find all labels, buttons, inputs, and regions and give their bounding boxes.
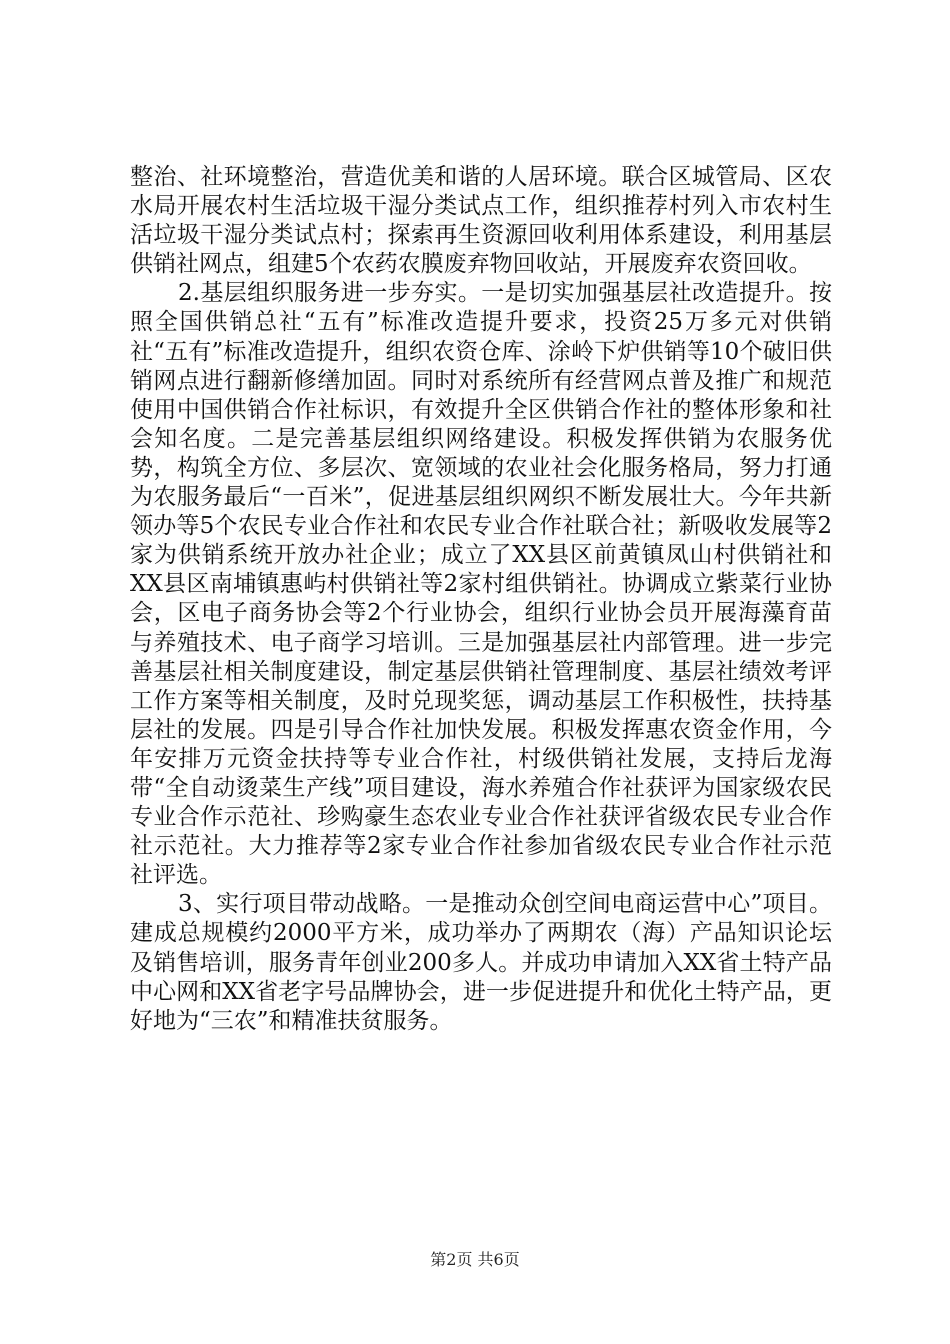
paragraph-section-2: 2.基层组织服务进一步夯实。一是切实加强基层社改造提升。按照全国供销总社“五有”标准改造提升要求，投资25万多元对供销社“五有”标准改造提升，组织农资仓库、涂岭下炉供销等10个破旧供销网点进行翻新修缮加固。同时对系统所有经营网点普及推广和规范使用中国供销合作社标识，有效提升全区供销合作社的整体形象和社会知名度。二是完善基层组织网络建设。积极发挥供销为农服务优势，构筑全方位、多层次、宽领域的农业社会化服务格局，努力打通为农服务最后“一百米”，促进基层组织网织不断发展壮大。今年共新领办等5个农民专业合作社和农民专业合作社联合社；新吸收发展等2家为供销系统开放办社企业；成立了XX县区前黄镇凤山村供销社和XX县区南埔镇惠屿村供销社等2家村组供销社。协调成立紫菜行业协会，区电子商务协会等2个行业协会，组织行业协会员开展海藻育苗与养殖技术、电子商学习培训。三是加强基层社内部管理。进一步完善基层社相关制度建设，制定基层供销社管理制度、基层社绩效考评工作方案等相关制度，及时兑现奖惩，调动基层工作积极性，扶持基层社的发展。四是引导合作社加快发展。积极发挥惠农资金作用，今年安排万元资金扶持等专业合作社，村级供销社发展，支持后龙海带“全自动烫菜生产线”项目建设，海水养殖合作社获评为国家级农民专业合作示范社、珍购豪生态农业专业合作社获评省级农民专业合作社示范社。大力推荐等2家专业合作社参加省级农民专业合作社示范社评选。 bbox=[130, 280, 832, 889]
paragraph-continued: 整治、社环境整治，营造优美和谐的人居环境。联合区城管局、区农水局开展农村生活垃圾干湿分类试点工作，组织推荐村列入市农村生活垃圾干湿分类试点村；探索再生资源回收利用体系建设，利用基层供销社网点，组建5个农药农膜废弃物回收站，开展废弃农资回收。 bbox=[130, 164, 832, 278]
document-body bbox=[130, 163, 832, 1036]
page-footer: 第2页 共6页 bbox=[430, 1250, 520, 1269]
paragraph-section-3: 3、实行项目带动战略。一是推动众创空间电商运营中心”项目。建成总规模约2000平方米，成功举办了两期农（海）产品知识论坛及销售培训，服务青年创业200多人。并成功申请加入XX省土特产品中心网和XX省老字号品牌协会，进一步促进提升和优化土特产品，更好地为“三农”和精准扶贫服务。 bbox=[130, 891, 832, 1034]
